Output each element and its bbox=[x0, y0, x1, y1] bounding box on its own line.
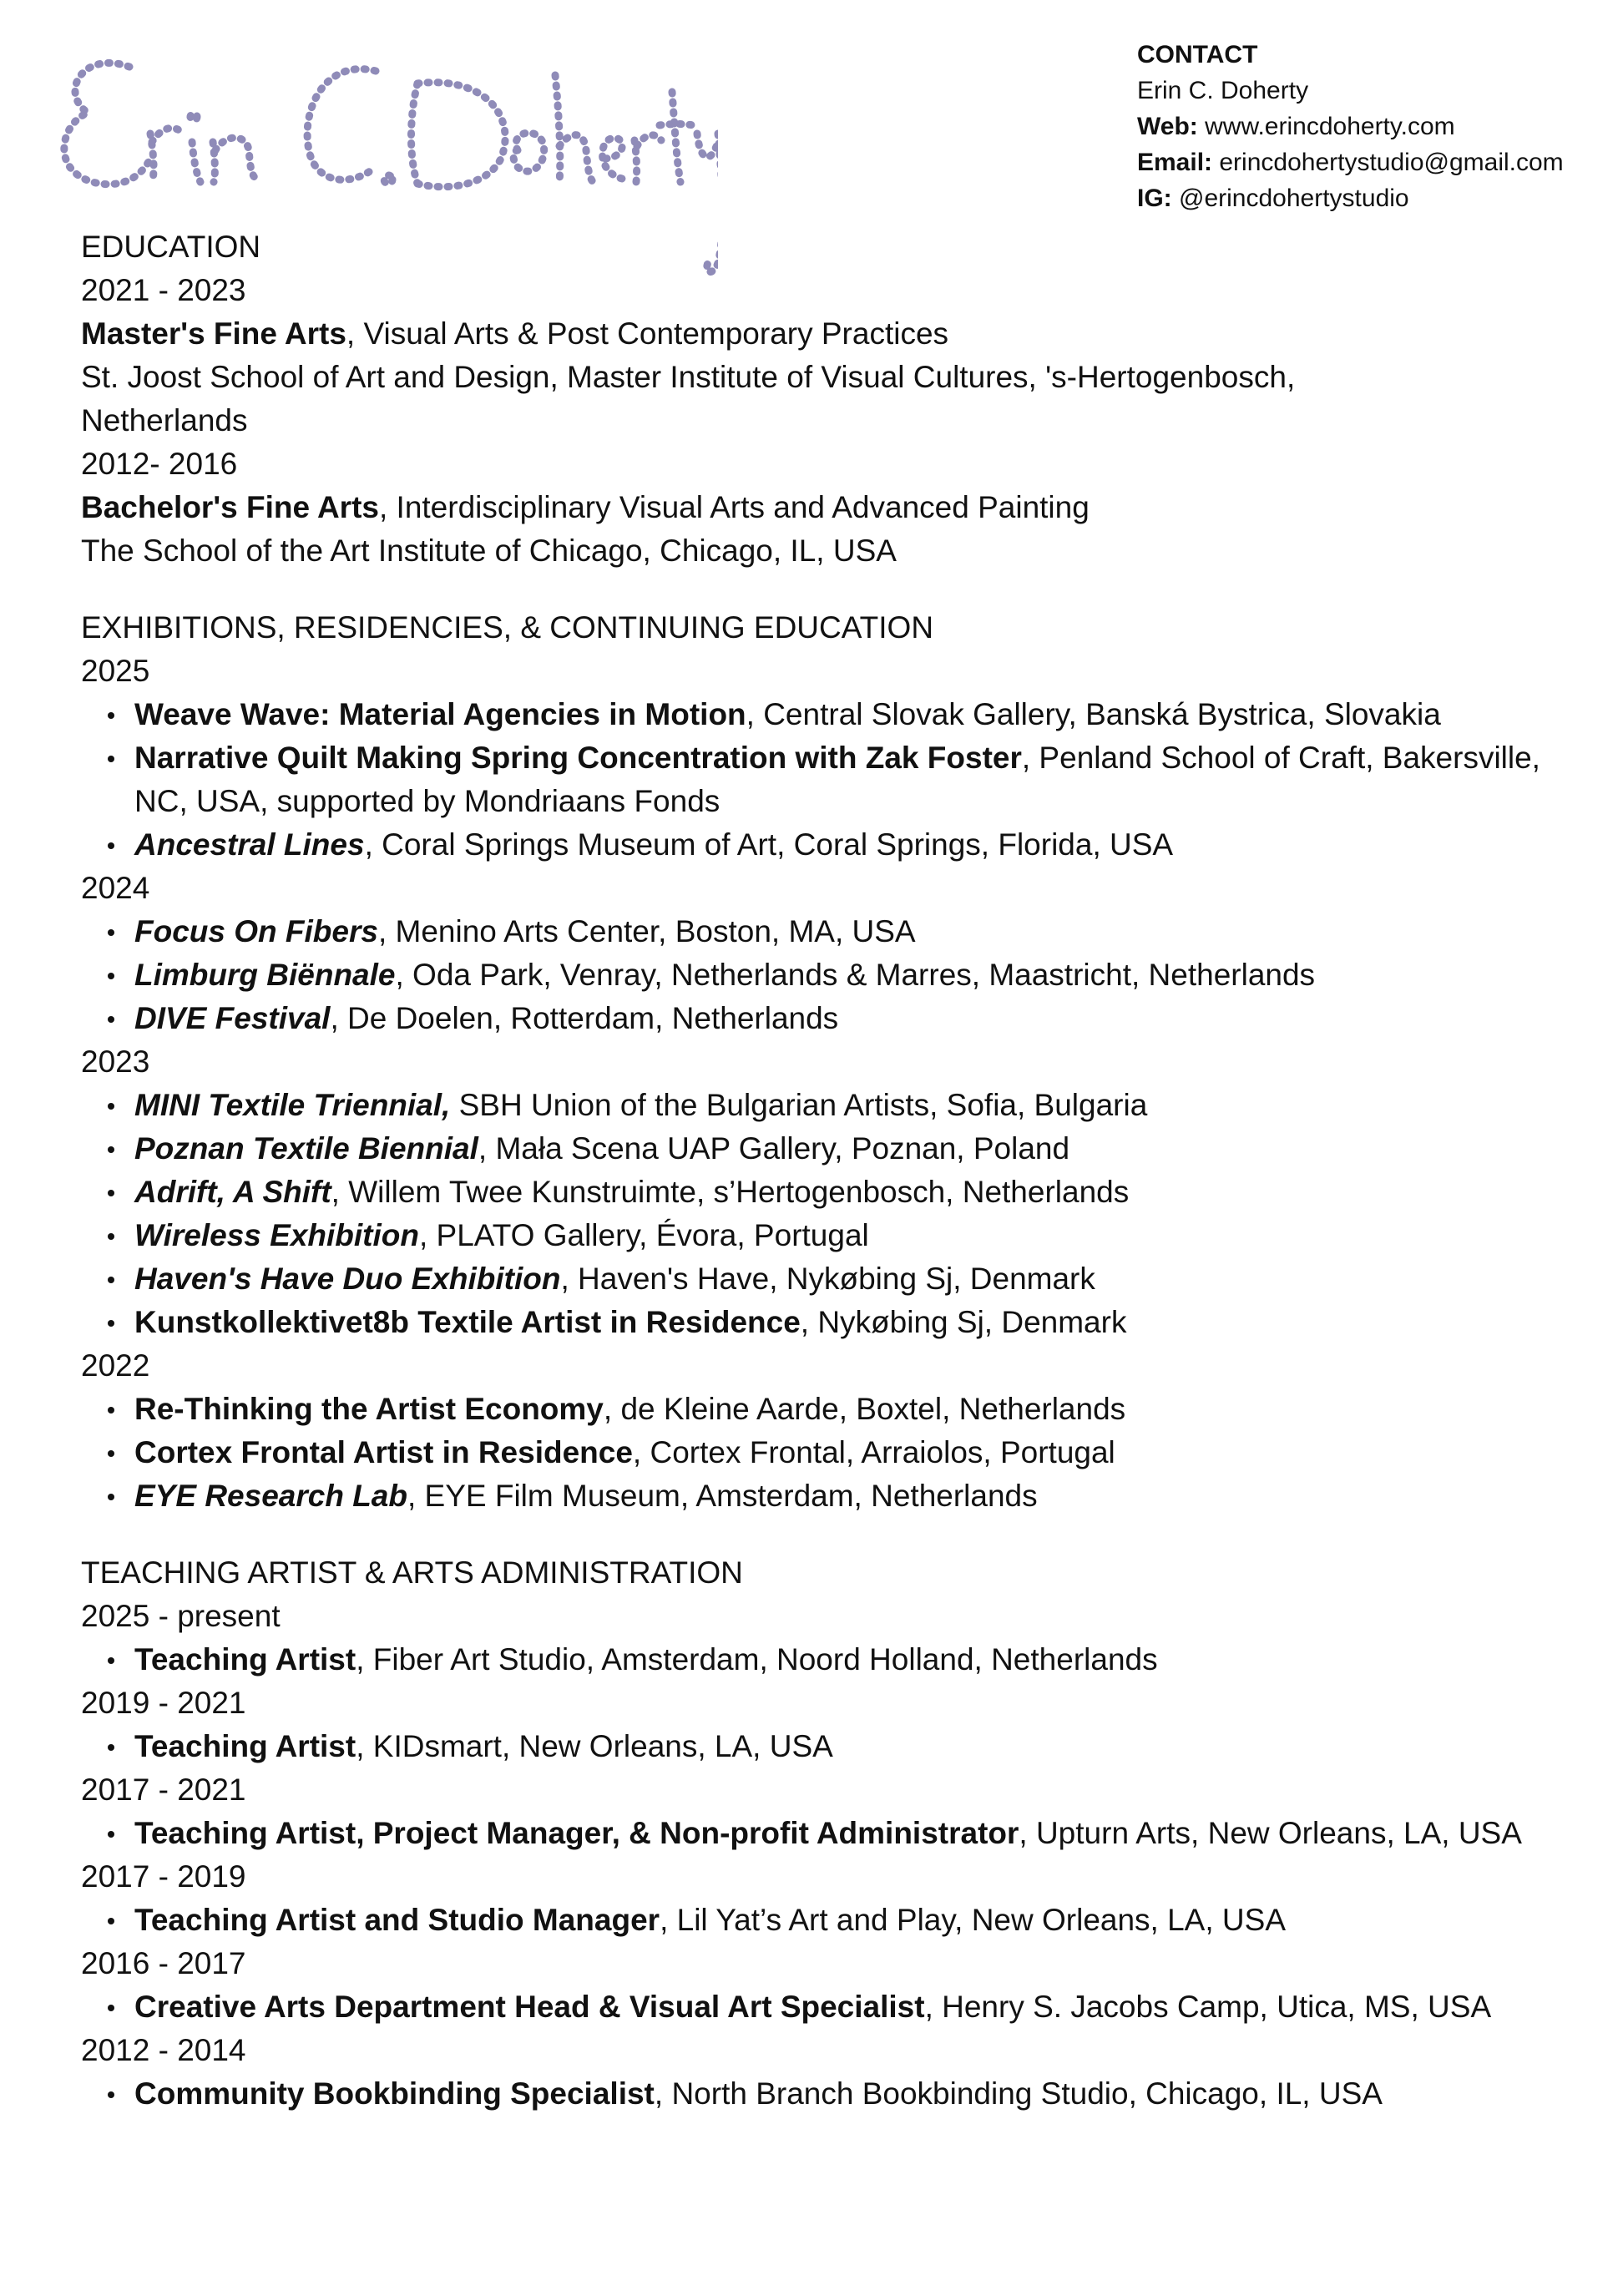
exhibition-title: Focus On Fibers bbox=[134, 914, 378, 948]
teaching-years: 2017 - 2021 bbox=[81, 1773, 246, 1807]
teaching-list bbox=[81, 1985, 1567, 2029]
exhibition-title: Wireless Exhibition bbox=[134, 1218, 419, 1252]
teaching-details: , North Branch Bookbinding Studio, Chicago, IL, USA bbox=[654, 2076, 1383, 2111]
exhibition-item bbox=[81, 1084, 1554, 1127]
education-school: St. Joost School of Art and Design, Master Institute of Visual Cultures, 's-Hertogenbosch, bbox=[81, 360, 1296, 394]
exhibition-title: Adrift, A Shift bbox=[134, 1175, 331, 1209]
education-field: , Visual Arts & Post Contemporary Practices bbox=[346, 316, 949, 351]
exhibition-item bbox=[81, 823, 1554, 867]
teaching-years: 2017 - 2019 bbox=[81, 1859, 246, 1894]
email-label: Email: bbox=[1137, 149, 1213, 176]
exhibition-item bbox=[81, 1431, 1554, 1474]
teaching-item bbox=[81, 1638, 1554, 1682]
exhibition-year: 2024 bbox=[81, 871, 150, 905]
exhibition-item bbox=[81, 1171, 1554, 1214]
exhibition-details: , Willem Twee Kunstruimte, s’Hertogenbosch, Netherlands bbox=[331, 1175, 1130, 1209]
teaching-item bbox=[81, 2072, 1554, 2116]
exhibition-details: , Mała Scena UAP Gallery, Poznan, Poland bbox=[478, 1131, 1070, 1166]
exhibition-item bbox=[81, 693, 1554, 736]
education-degree-line bbox=[81, 312, 1567, 356]
exhibition-year: 2022 bbox=[81, 1348, 150, 1383]
exhibition-year: 2025 bbox=[81, 654, 150, 688]
section-spacer bbox=[81, 573, 1567, 606]
teaching-item bbox=[81, 1985, 1554, 2029]
teaching-role: Teaching Artist bbox=[134, 1729, 356, 1763]
exhibition-title: Kunstkollektivet8b Textile Artist in Residence bbox=[134, 1305, 801, 1339]
teaching-item bbox=[81, 1725, 1554, 1768]
teaching-item bbox=[81, 1812, 1554, 1855]
exhibitions-heading: EXHIBITIONS, RESIDENCIES, & CONTINUING EDUCATION bbox=[81, 610, 934, 645]
exhibition-title: Weave Wave: Material Agencies in Motion bbox=[134, 697, 746, 731]
teaching-list bbox=[81, 1638, 1567, 1682]
teaching-years: 2012 - 2014 bbox=[81, 2033, 246, 2067]
exhibition-title: Limburg Biënnale bbox=[134, 958, 396, 992]
teaching-item bbox=[81, 1899, 1554, 1942]
exhibition-details: , Penland School of Craft, Bakersville, NC, USA, supported by Mondriaans Fonds bbox=[134, 741, 1540, 818]
exhibition-title: Haven's Have Duo Exhibition bbox=[134, 1262, 561, 1296]
exhibition-details: , de Kleine Aarde, Boxtel, Netherlands bbox=[603, 1392, 1126, 1426]
exhibition-details: , Cortex Frontal, Arraiolos, Portugal bbox=[632, 1435, 1115, 1469]
exhibition-title: Narrative Quilt Making Spring Concentration with Zak Foster bbox=[134, 741, 1022, 775]
ig-label: IG: bbox=[1137, 185, 1172, 212]
education-field: , Interdisciplinary Visual Arts and Advanced Painting bbox=[378, 490, 1090, 524]
exhibition-details: , Menino Arts Center, Boston, MA, USA bbox=[377, 914, 916, 948]
exhibition-details: , PLATO Gallery, Évora, Portugal bbox=[418, 1218, 869, 1252]
education-years: 2021 - 2023 bbox=[81, 273, 246, 307]
exhibition-year: 2023 bbox=[81, 1044, 150, 1079]
exhibition-title: Ancestral Lines bbox=[134, 827, 365, 862]
education-school: The School of the Art Institute of Chicago, Chicago, IL, USA bbox=[81, 534, 897, 568]
contact-heading: CONTACT bbox=[1137, 41, 1258, 68]
exhibition-details: , Oda Park, Venray, Netherlands & Marres, Maastricht, Netherlands bbox=[395, 958, 1316, 992]
email-link[interactable]: erincdohertystudio@gmail.com bbox=[1219, 149, 1564, 176]
education-degree-line bbox=[81, 486, 1567, 529]
exhibition-details: , Nykøbing Sj, Denmark bbox=[800, 1305, 1127, 1339]
exhibition-item bbox=[81, 953, 1554, 997]
exhibition-item bbox=[81, 1214, 1554, 1257]
teaching-role: Teaching Artist bbox=[134, 1642, 356, 1676]
exhibition-title: Re-Thinking the Artist Economy bbox=[134, 1392, 604, 1426]
exhibition-details: , Coral Springs Museum of Art, Coral Springs, Florida, USA bbox=[364, 827, 1174, 862]
contact-ig bbox=[1137, 180, 1564, 216]
teaching-list bbox=[81, 1725, 1567, 1768]
section-spacer bbox=[81, 1518, 1567, 1551]
contact-email bbox=[1137, 144, 1564, 180]
teaching-details: , KIDsmart, New Orleans, LA, USA bbox=[356, 1729, 833, 1763]
exhibition-item bbox=[81, 997, 1554, 1040]
resume-body bbox=[81, 225, 1567, 2116]
teaching-details: , Lil Yat’s Art and Play, New Orleans, LA, USA bbox=[660, 1903, 1286, 1937]
exhibition-item bbox=[81, 910, 1554, 953]
exhibition-item bbox=[81, 1474, 1554, 1518]
contact-block bbox=[1137, 37, 1564, 216]
education-school-cont: Netherlands bbox=[81, 403, 248, 437]
exhibition-list bbox=[81, 910, 1567, 1040]
exhibition-details: SBH Union of the Bulgarian Artists, Sofia, Bulgaria bbox=[450, 1088, 1148, 1122]
teaching-role: Teaching Artist, Project Manager, & Non-profit Administrator bbox=[134, 1816, 1019, 1850]
exhibition-title: Cortex Frontal Artist in Residence bbox=[134, 1435, 633, 1469]
teaching-list bbox=[81, 1899, 1567, 1942]
teaching-years: 2019 - 2021 bbox=[81, 1686, 246, 1720]
exhibition-list bbox=[81, 1388, 1567, 1518]
exhibition-details: , EYE Film Museum, Amsterdam, Netherlands bbox=[407, 1479, 1038, 1513]
contact-name: Erin C. Doherty bbox=[1137, 77, 1309, 104]
contact-web bbox=[1137, 109, 1564, 144]
exhibition-item bbox=[81, 1301, 1554, 1344]
exhibition-item bbox=[81, 1257, 1554, 1301]
exhibition-list bbox=[81, 1084, 1567, 1344]
teaching-role: Teaching Artist and Studio Manager bbox=[134, 1903, 660, 1937]
education-degree: Master's Fine Arts bbox=[81, 316, 346, 351]
teaching-details: , Upturn Arts, New Orleans, LA, USA bbox=[1019, 1816, 1522, 1850]
teaching-details: , Fiber Art Studio, Amsterdam, Noord Holland, Netherlands bbox=[356, 1642, 1158, 1676]
exhibition-item bbox=[81, 1388, 1554, 1431]
education-years: 2012- 2016 bbox=[81, 447, 238, 481]
exhibition-title: Poznan Textile Biennial bbox=[134, 1131, 478, 1166]
exhibition-details: , Haven's Have, Nykøbing Sj, Denmark bbox=[560, 1262, 1095, 1296]
web-label: Web: bbox=[1137, 113, 1198, 140]
exhibition-list bbox=[81, 693, 1567, 867]
teaching-list bbox=[81, 2072, 1567, 2116]
exhibition-title: MINI Textile Triennial, bbox=[134, 1088, 451, 1122]
teaching-years: 2016 - 2017 bbox=[81, 1946, 246, 1980]
teaching-years: 2025 - present bbox=[81, 1599, 281, 1633]
education-degree: Bachelor's Fine Arts bbox=[81, 490, 379, 524]
teaching-details: , Henry S. Jacobs Camp, Utica, MS, USA bbox=[924, 1990, 1492, 2024]
exhibition-item bbox=[81, 1127, 1554, 1171]
exhibition-item bbox=[81, 736, 1554, 823]
education-heading: EDUCATION bbox=[81, 230, 261, 264]
teaching-heading: TEACHING ARTIST & ARTS ADMINISTRATION bbox=[81, 1555, 743, 1590]
teaching-role: Creative Arts Department Head & Visual Art Specialist bbox=[134, 1990, 925, 2024]
ig-handle[interactable]: @erincdohertystudio bbox=[1179, 185, 1409, 212]
web-link[interactable]: www.erincdoherty.com bbox=[1205, 113, 1455, 140]
exhibition-title: EYE Research Lab bbox=[134, 1479, 407, 1513]
exhibition-details: , Central Slovak Gallery, Banská Bystrica, Slovakia bbox=[746, 697, 1441, 731]
exhibition-details: , De Doelen, Rotterdam, Netherlands bbox=[330, 1001, 839, 1035]
teaching-list bbox=[81, 1812, 1567, 1855]
teaching-role: Community Bookbinding Specialist bbox=[134, 2076, 655, 2111]
exhibition-title: DIVE Festival bbox=[134, 1001, 331, 1035]
